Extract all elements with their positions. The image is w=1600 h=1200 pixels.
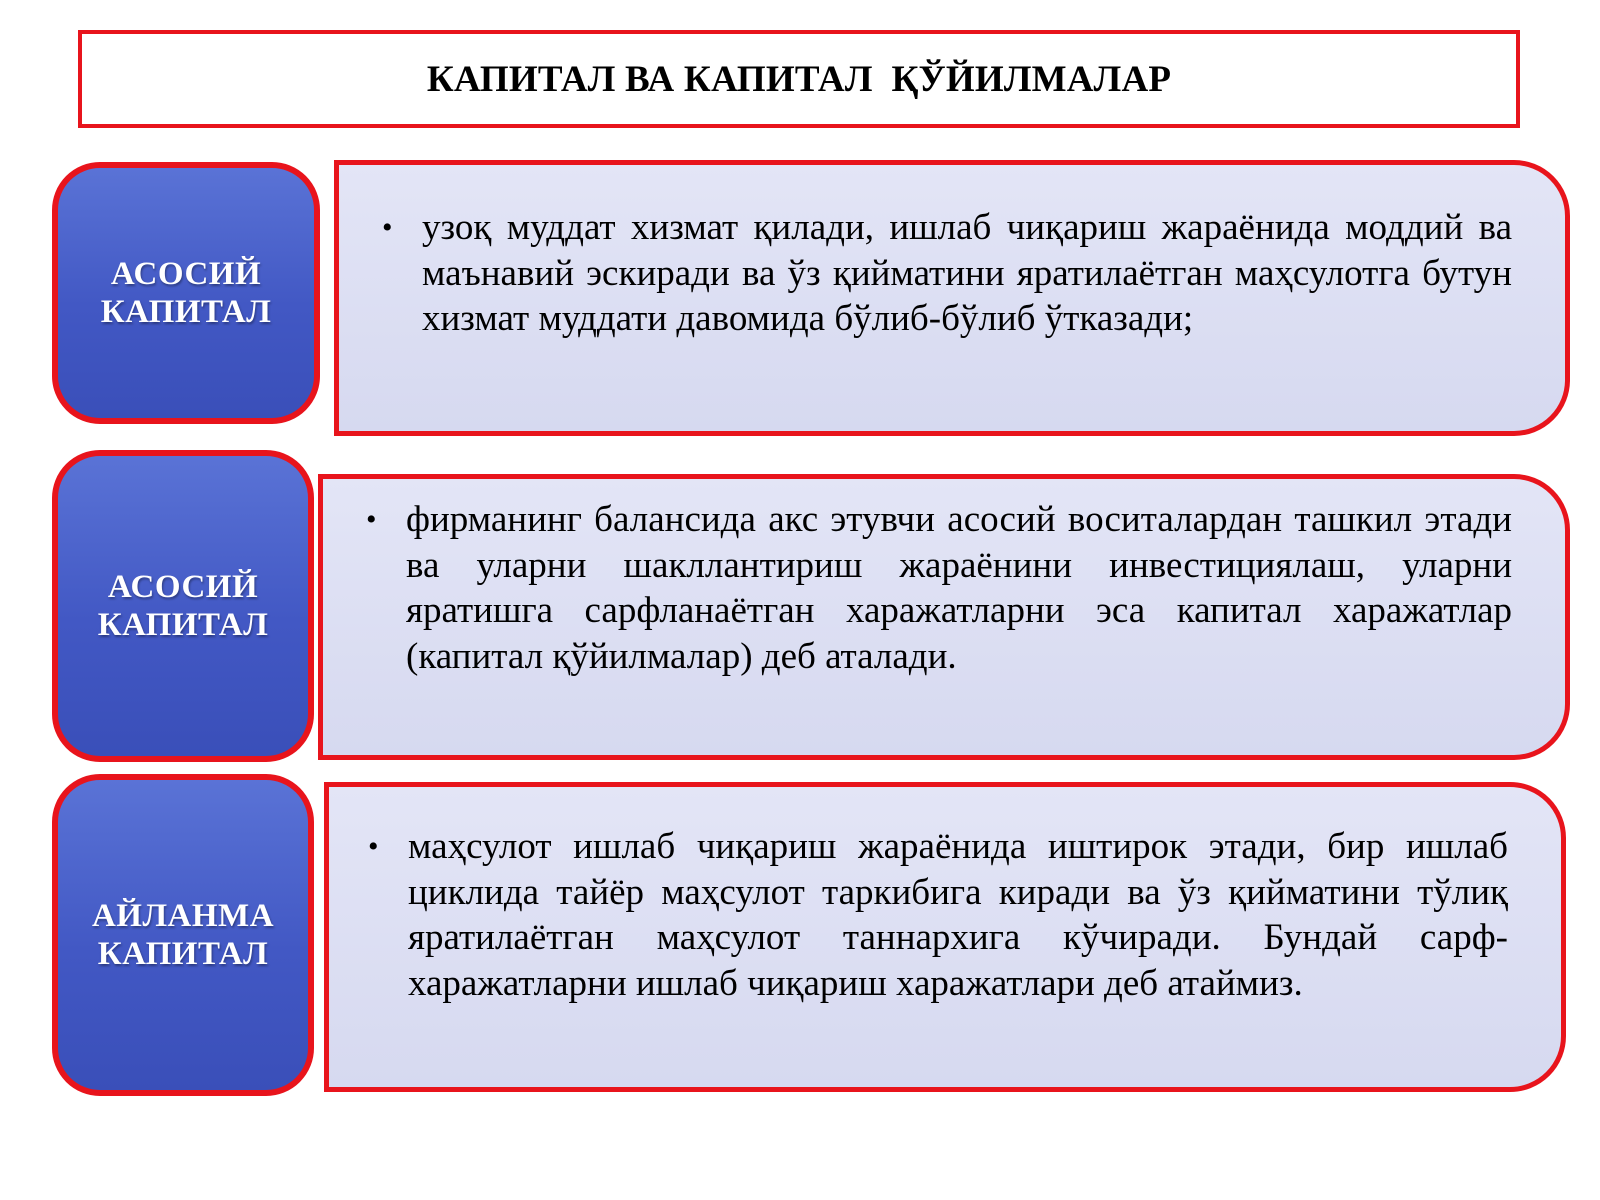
bullet-icon: • [366,503,377,536]
bullet-icon: • [382,211,393,244]
title-box [78,30,1520,128]
bullet-item-3 [368,824,1508,1006]
bullet-text-2: фирманинг балансида акс этувчи асосий воситалардан ташкил этади ва уларни шакллантириш жараёнини инвестициялаш, уларни яратишга сарфланаётган харажатларни эса капитал харажатлар (капитал қўйилмалар) деб аталади. [406,499,1512,677]
label-text-3 [92,897,274,973]
label-line: КАПИТАЛ [97,607,269,643]
label-text-1 [101,255,272,331]
bullet-item-2 [366,497,1512,679]
label-line: АСОСИЙ [107,569,259,605]
label-line: АЙЛАНМА [91,898,275,934]
page-title: КАПИТАЛ ВА КАПИТАЛ ҚЎЙИЛМАЛАР [426,58,1172,100]
label-line: АСОСИЙ [110,256,262,292]
bullet-item-1 [382,205,1512,342]
bullet-text-3: маҳсулот ишлаб чиқариш жараёнида иштирок этади, бир ишлаб циклида тайёр маҳсулот таркибига киради ва ўз қийматини тўлиқ яратилаётган маҳсулот таннархига кўчиради. Бундай сарф-харажатларни ишлаб чиқариш харажатлари деб атаймиз. [408,826,1508,1004]
bullet-icon: • [368,830,379,863]
label-box-2 [52,450,314,762]
label-line: КАПИТАЛ [100,294,272,330]
label-box-1 [52,162,320,424]
label-line: КАПИТАЛ [97,936,269,972]
bullet-text-1: узоқ муддат хизмат қилади, ишлаб чиқариш жараёнида моддий ва маънавий эскиради ва ўз қийматини яратилаётган маҳсулотга бутун хизмат муддати давомида бўлиб-бўлиб ўтказади; [422,207,1512,339]
label-text-2 [98,568,269,644]
label-box-3 [52,774,314,1096]
